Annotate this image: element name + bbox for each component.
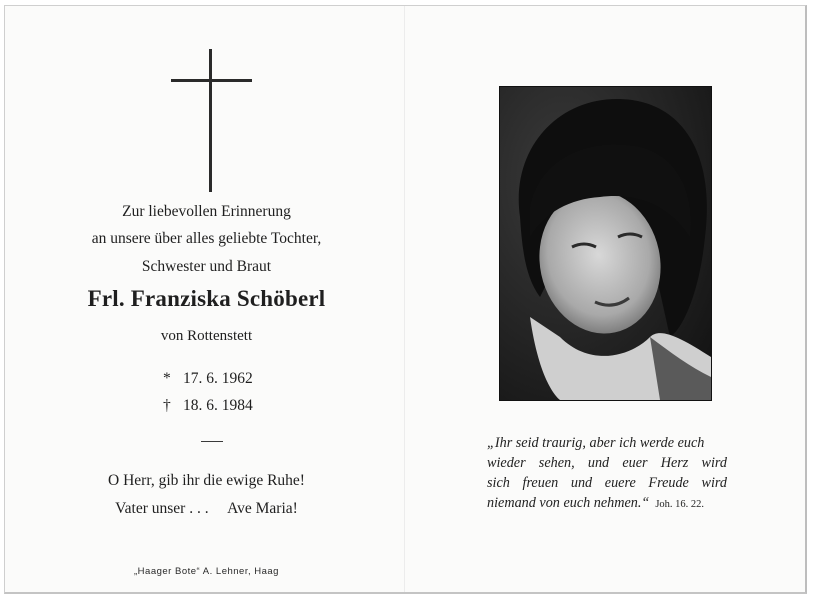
prayer-line-1: O Herr, gib ihr die ewige Ruhe!: [108, 472, 305, 489]
quote-reference: Joh. 16. 22.: [655, 499, 705, 510]
cross-icon: [209, 49, 212, 192]
quote-line-2: wieder sehen, und euer Herz wird: [487, 455, 727, 471]
cross-icon-bar: [171, 79, 252, 82]
origin: von Rottenstett: [160, 328, 253, 344]
deceased-name: Frl. Franziska Schöberl: [87, 286, 326, 311]
bible-quote: [487, 433, 727, 515]
intro-line-3: Schwester und Braut: [141, 258, 272, 275]
portrait-image: [500, 87, 711, 400]
quote-line-4-text: niemand von euch nehmen.“: [487, 495, 650, 511]
divider: [201, 441, 223, 442]
quote-line-4: [487, 493, 727, 515]
quote-line-1: „Ihr seid traurig, aber ich werde euch: [487, 435, 705, 451]
quote-line-3: sich freuen und euere Freude wird: [487, 475, 727, 491]
death-date: 18. 6. 1984: [183, 397, 253, 414]
birth-symbol: *: [163, 370, 171, 387]
intro-line-2: an unsere über alles geliebte Tochter,: [91, 230, 322, 247]
birth-date: 17. 6. 1962: [183, 370, 253, 387]
printer-imprint: „Haager Bote“ A. Lehner, Haag: [134, 566, 279, 577]
death-symbol: †: [163, 397, 171, 414]
prayer-line-2: Vater unser . . . Ave Maria!: [115, 500, 298, 517]
portrait-photo: [499, 86, 712, 401]
intro-line-1: Zur liebevollen Erinnerung: [122, 203, 291, 220]
